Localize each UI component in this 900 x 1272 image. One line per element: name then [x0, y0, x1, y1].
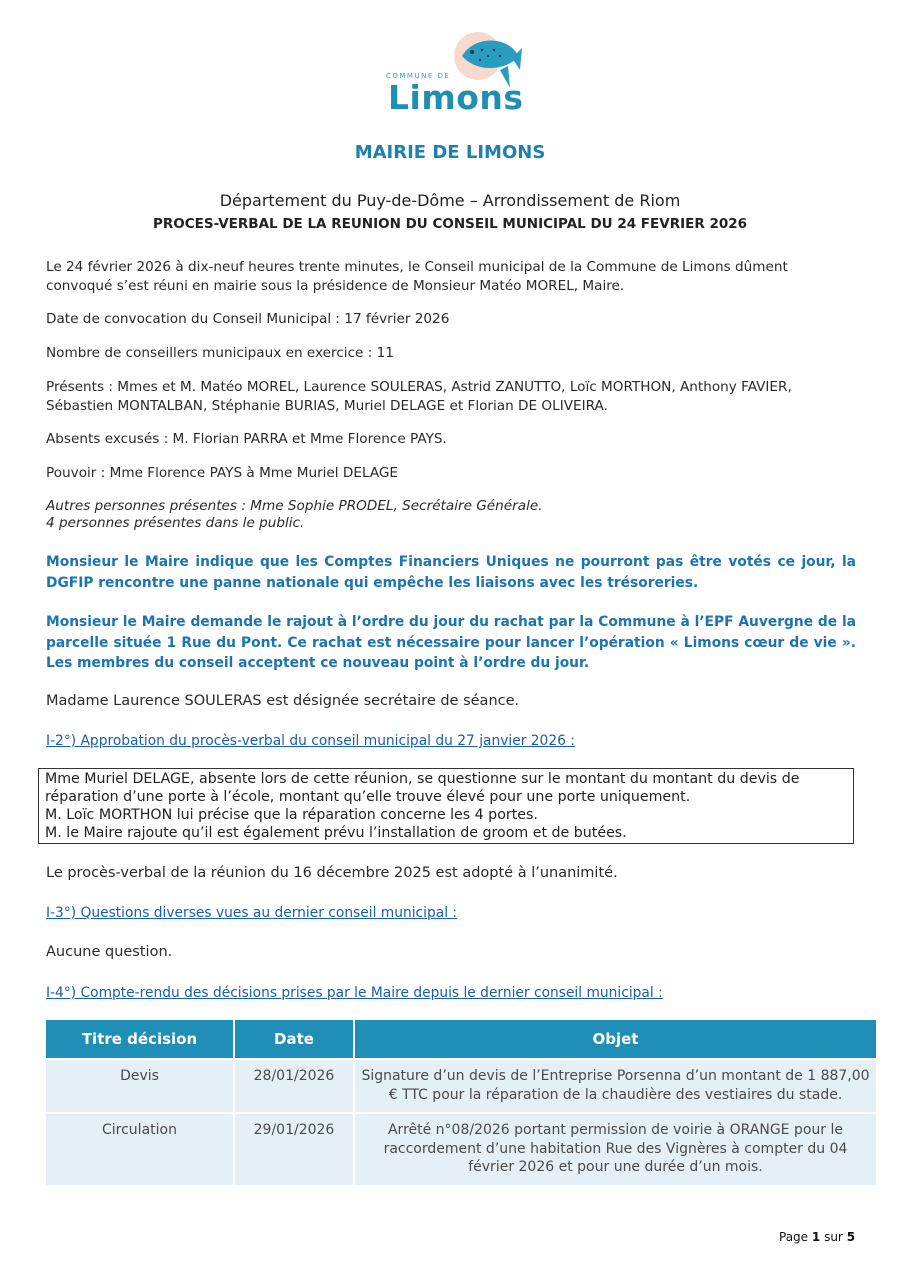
page-label: Page [779, 1230, 809, 1244]
document-title: PROCES-VERBAL DE LA REUNION DU CONSEIL MUNICIPAL DU 24 FEVRIER 2026 [152, 216, 748, 232]
page-of-label: sur [824, 1230, 843, 1244]
no-question: Aucune question. [46, 944, 173, 960]
remark-delage: Mme Muriel DELAGE, absente lors de cette réunion, se questionne sur le montant du montant du devis de réparation d’une porte à l’école, montant qu’elle trouve élevé pour une porte uniquement. [45, 771, 800, 805]
table-row [46, 1113, 876, 1185]
pouvoir-line: Pouvoir : Mme Florence PAYS à Mme Muriel DELAGE [46, 465, 399, 481]
commune-logo [382, 30, 527, 118]
cell-titre: Circulation [46, 1113, 234, 1185]
section-2-heading: I-2°) Approbation du procès-verbal du conseil municipal du 27 janvier 2026 : [46, 733, 575, 749]
pv-adopted: Le procès-verbal de la réunion du 16 décembre 2025 est adopté à l’unanimité. [46, 865, 618, 881]
cell-objet: Signature d’un devis de l’Entreprise Porsenna d’un montant de 1 887,00 € TTC pour la réparation de la chaudière des vestiaires du stade. [354, 1059, 876, 1113]
member-count: Nombre de conseillers municipaux en exercice : 11 [46, 345, 394, 361]
cell-titre: Devis [46, 1059, 234, 1113]
header-date: Date [234, 1020, 354, 1059]
section-3-heading: I-3°) Questions diverses vues au dernier conseil municipal : [46, 905, 458, 921]
header-objet: Objet [354, 1020, 876, 1059]
table-row [46, 1059, 876, 1113]
notice-rajout: Monsieur le Maire demande le rajout à l’ordre du jour du rachat par la Commune à l’EPF Auvergne de la parcelle située 1 Rue du Pont. Ce rachat est nécessaire pour lancer l’opération « Limons cœur de vie ». Les membres du conseil acceptent ce nouveau point à l’ordre du jour. [46, 614, 856, 671]
cell-objet: Arrêté n°08/2026 portant permission de voirie à ORANGE pour le raccordement d’une habitation Rue des Vignères à compter du 04 février 2026 et pour une durée d’un mois. [354, 1113, 876, 1185]
cell-date: 29/01/2026 [234, 1113, 354, 1185]
department-line: Département du Puy-de-Dôme – Arrondissement de Riom [219, 191, 681, 210]
section-4-heading: I-4°) Compte-rendu des décisions prises par le Maire depuis le dernier conseil municipal : [46, 985, 663, 1001]
logo-small-text: COMMUNE DE [386, 72, 451, 80]
decisions-table [46, 1020, 876, 1185]
remark-maire: M. le Maire rajoute qu’il est également prévu l’installation de groom et de butées. [45, 825, 627, 841]
absents-list: Absents excusés : M. Florian PARRA et Mme Florence PAYS. [46, 431, 447, 447]
page-number [779, 1230, 855, 1244]
intro-paragraph: Le 24 février 2026 à dix-neuf heures trente minutes, le Conseil municipal de la Commune de Limons dûment convoqué s’est réuni en mairie sous la présidence de Monsieur Matéo MOREL, Maire. [46, 259, 788, 294]
logo-name: Limons [388, 78, 524, 117]
secretaire-line: Madame Laurence SOULERAS est désignée secrétaire de séance. [46, 693, 520, 709]
convocation-date: Date de convocation du Conseil Municipal : 17 février 2026 [46, 311, 450, 327]
public-count: 4 personnes présentes dans le public. [46, 515, 305, 531]
page-current: 1 [811, 1230, 821, 1244]
presents-list: Présents : Mmes et M. Matéo MOREL, Laurence SOULERAS, Astrid ZANUTTO, Loïc MORTHON, Anthony FAVIER, Sébastien MONTALBAN, Stéphanie BURIAS, Muriel DELAGE et Florian DE OLIVEIRA. [46, 379, 792, 414]
remark-morthon: M. Loïc MORTHON lui précise que la réparation concerne les 4 portes. [45, 807, 538, 823]
remarks-box [38, 768, 854, 844]
page-title: MAIRIE DE LIMONS [354, 142, 546, 163]
page-total: 5 [846, 1230, 856, 1244]
autres-personnes: Autres personnes présentes : Mme Sophie PRODEL, Secrétaire Générale. [46, 498, 543, 514]
header-titre: Titre décision [46, 1020, 234, 1059]
table-header-row [46, 1020, 876, 1059]
cell-date: 28/01/2026 [234, 1059, 354, 1113]
notice-cfu: Monsieur le Maire indique que les Comptes Financiers Uniques ne pourront pas être votés ce jour, la DGFIP rencontre une panne nationale qui empêche les liaisons avec les trésoreries. [46, 554, 856, 591]
